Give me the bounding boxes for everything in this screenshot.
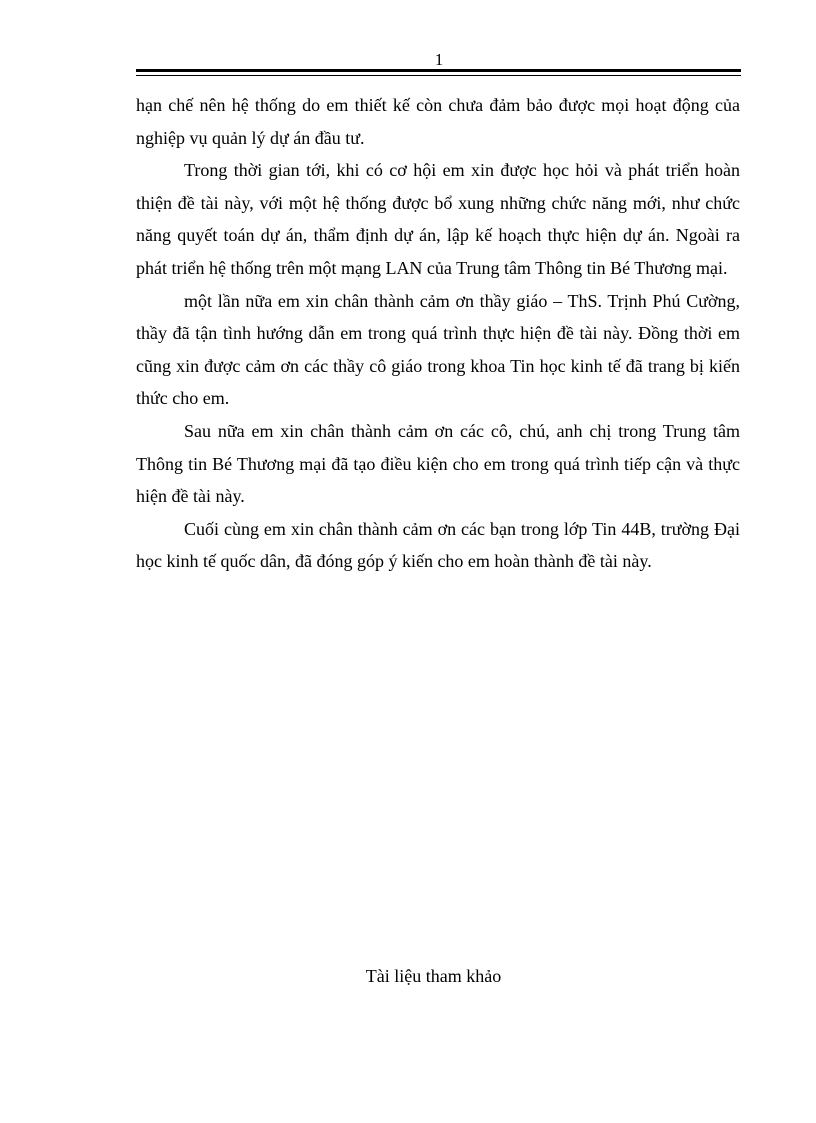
paragraph-thanks-center: Sau nữa em xin chân thành cảm ơn các cô, chú, anh chị trong Trung tâm Thông tin Bé Thương mại đã tạo điều kiện cho em trong quá trình tiếp cận và thực hiện đề tài này. (136, 420, 740, 507)
paragraph-thanks-classmates: Cuối cùng em xin chân thành cảm ơn các bạn trong lớp Tin 44B, trường Đại học kinh tế quốc dân, đã đóng góp ý kiến cho em hoàn thành đề tài này. (136, 518, 740, 572)
page-number: 1 (434, 50, 444, 69)
paragraph-future-work: Trong thời gian tới, khi có cơ hội em xin được học hỏi và phát triển hoàn thiện đề tài này, với một hệ thống được bổ xung những chức năng mới, như chức năng quyết toán dự án, thẩm định dự án, lập kế hoạch thực hiện dự án. Ngoài ra phát triển hệ thống trên một mạng LAN của Trung tâm Thông tin Bé Thương mại. (136, 160, 740, 278)
document-body (136, 89, 740, 578)
references-heading: Tài liệu tham khảo (365, 966, 502, 986)
header-double-rule (136, 69, 741, 76)
paragraph-thanks-advisor: một lần nữa em xin chân thành cảm ơn thầy giáo – ThS. Trịnh Phú Cường, thầy đã tận tình hướng dẫn em trong quá trình thực hiện đề tài này. Đồng thời em cũng xin được cảm ơn các thầy cô giáo trong khoa Tin học kinh tế đã trang bị kiến thức cho em. (136, 290, 740, 409)
paragraph-continuation: hạn chế nên hệ thống do em thiết kế còn chưa đảm bảo được mọi hoạt động của nghiệp vụ quản lý dự án đầu tư. (136, 95, 740, 148)
